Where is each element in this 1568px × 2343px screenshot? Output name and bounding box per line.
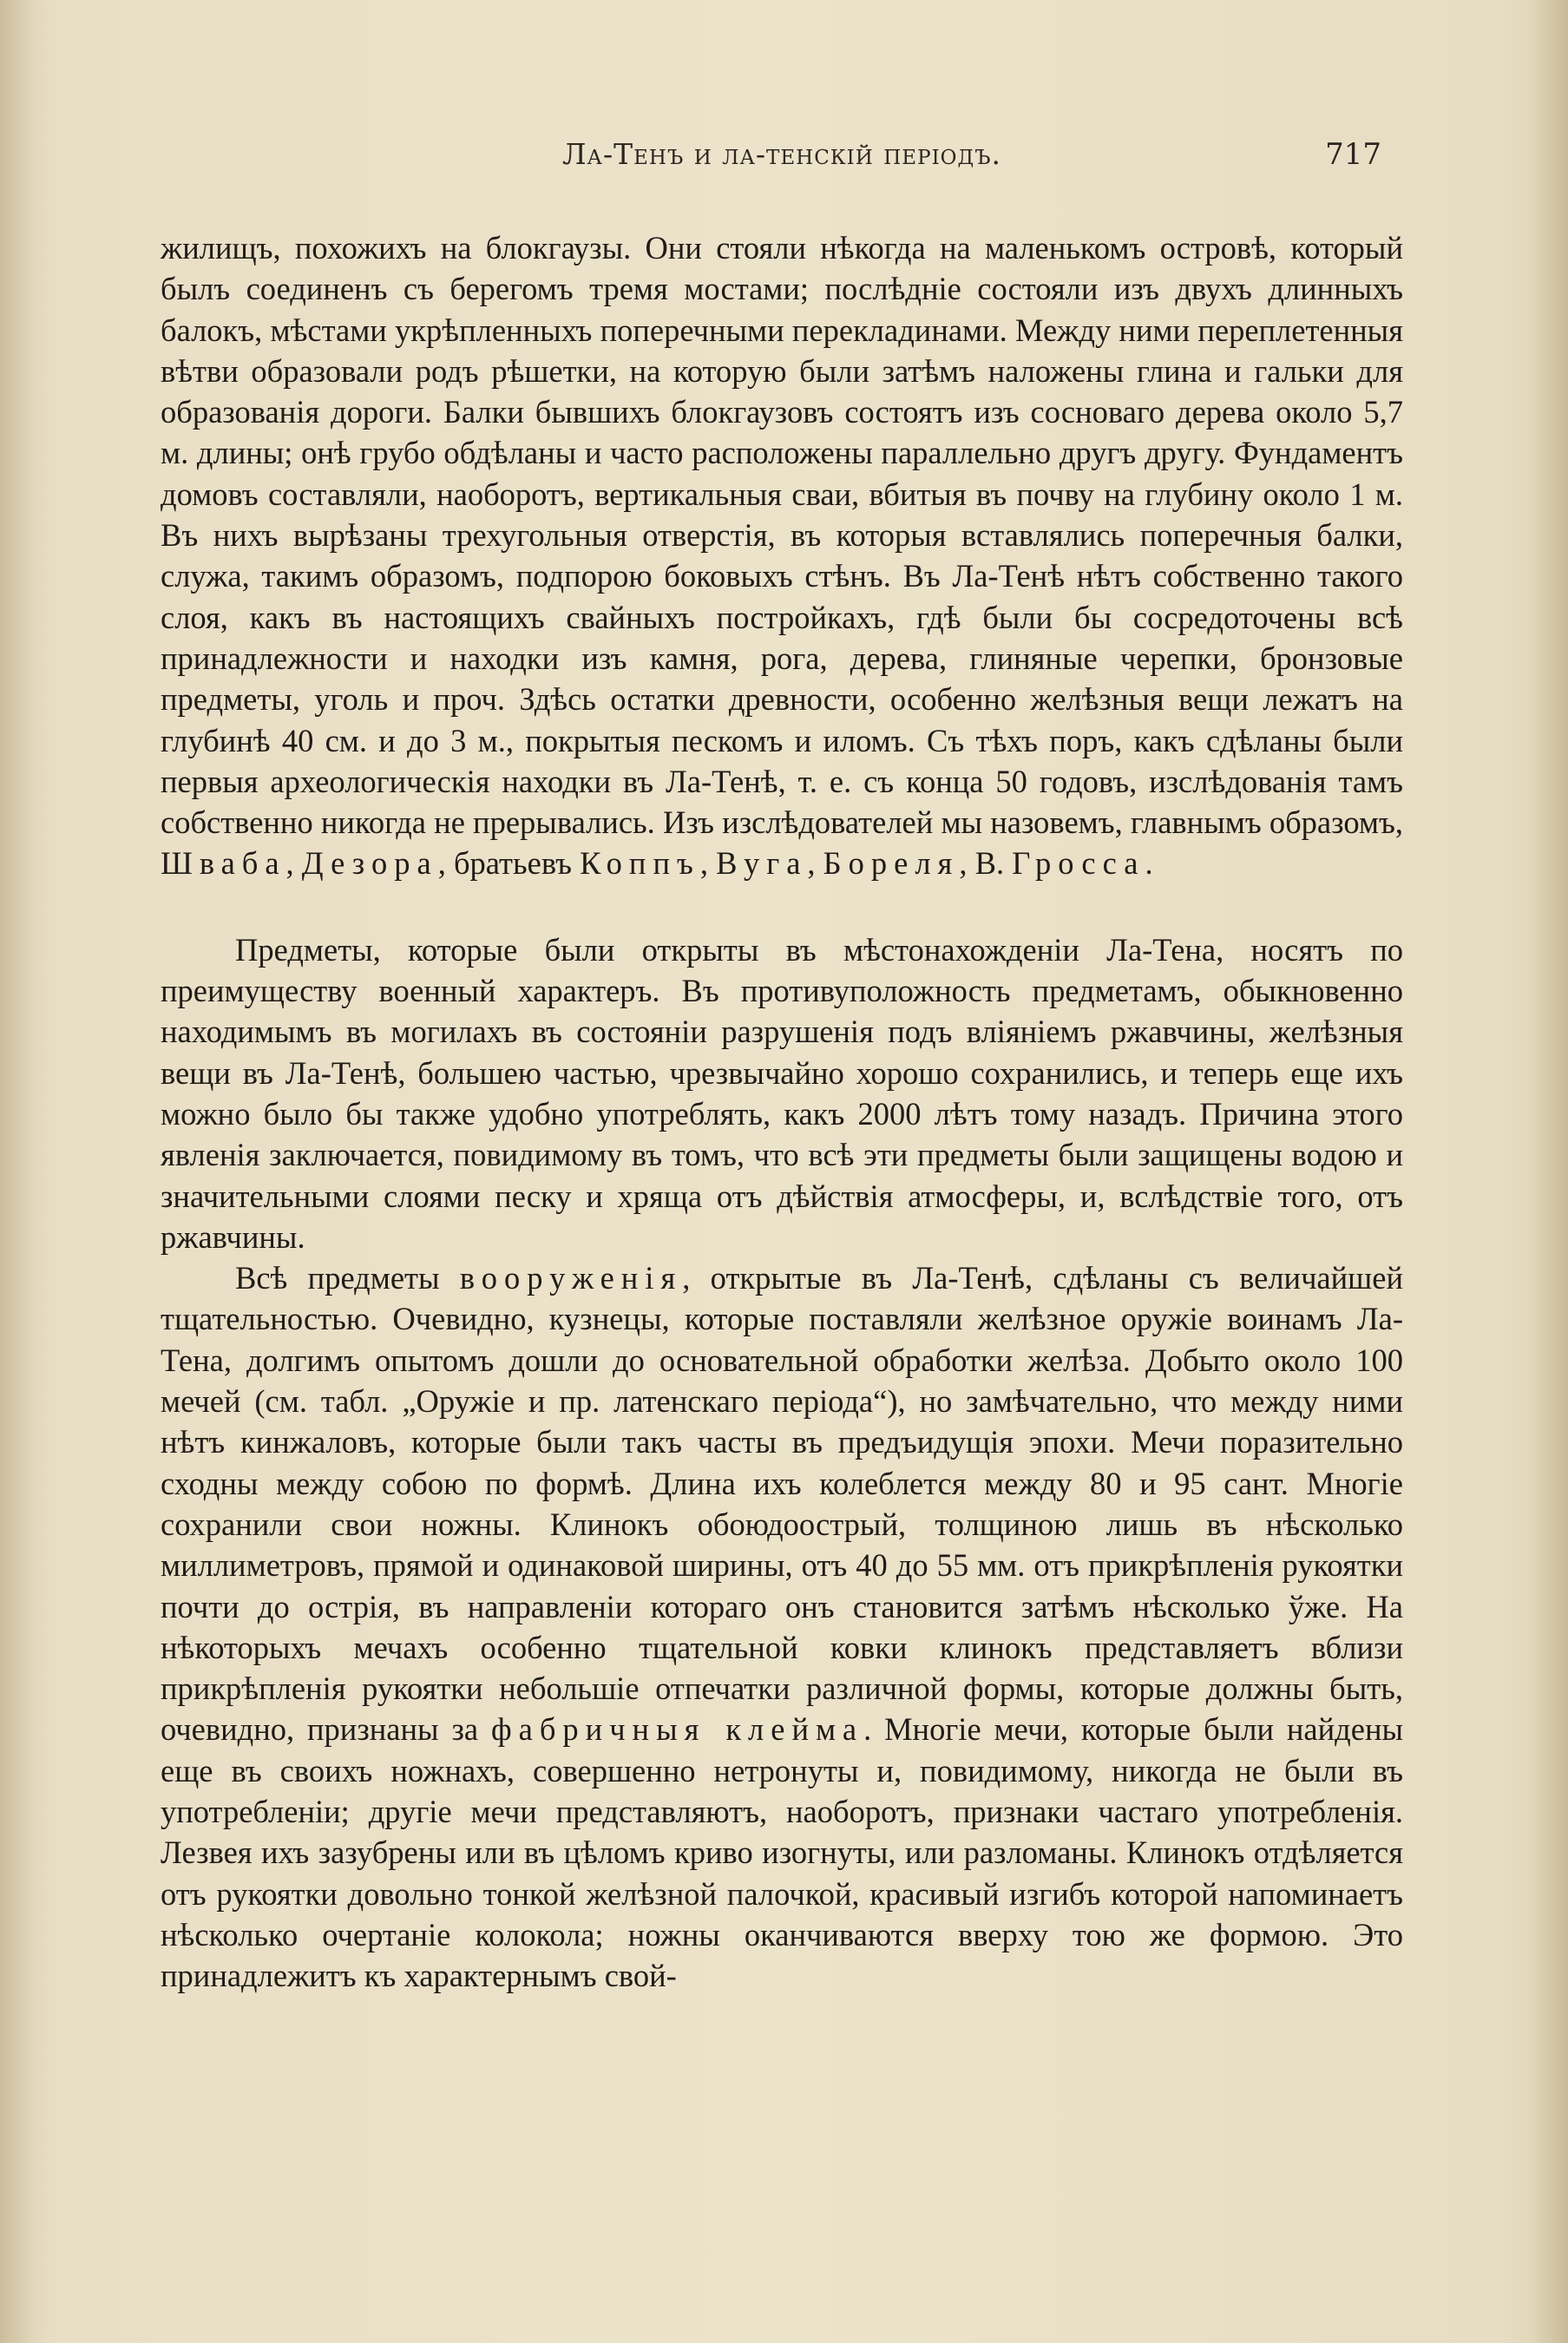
paragraph-text: , (699, 845, 717, 882)
paragraph-text: , (807, 845, 823, 882)
paragraph-gap (161, 884, 1403, 929)
paragraph-text: Предметы, которые были открыты въ мѣстонахожденіи Ла-Тена, носятъ по преимуществу военный характеръ. Въ противуположность предметамъ, обыкновенно находимымъ въ могилахъ въ состояніи разрушенія подъ вліяніемъ ржавчины, желѣзныя вещи въ Ла-Тенѣ, большею частью, чрезвычайно хорошо сохранились, и теперь еще ихъ можно было бы также удобно употреблять, какъ 2000 лѣтъ тому назадъ. Причина этого явленія заключается, повидимому въ томъ, что всѣ эти предметы были защищены водою и значительными слоями песку и хряща отъ дѣйствія атмосферы, и, вслѣдствіе того, отъ ржавчины. (161, 931, 1403, 1255)
running-header (161, 137, 1403, 180)
paragraph-text: . (1145, 845, 1153, 882)
spaced-emphasis-text: Шваба (161, 845, 286, 882)
text-body (161, 227, 1403, 1996)
paragraph-text: жилищъ, похожихъ на блокгаузы. Они стояли нѣкогда на маленькомъ островѣ, который былъ соединенъ съ берегомъ тремя мостами; послѣдніе состояли изъ двухъ длинныхъ балокъ, мѣстами укрѣпленныхъ поперечными перекладинами. Между ними переплетенныя вѣтви образовали родъ рѣшетки, на которую были затѣмъ наложены глина и гальки для образованія дороги. Балки бывшихъ блокгаузовъ состоятъ изъ сосноваго дерева около 5,7 м. длины; онѣ грубо обдѣланы и часто расположены параллельно другъ другу. Фундаментъ домовъ составляли, наоборотъ, вертикальныя сваи, вбитыя въ почву на глубину около 1 м. Въ нихъ вырѣзаны трехугольныя отверстія, въ которыя вставлялись поперечныя балки, служа, такимъ образомъ, подпорою боковыхъ стѣнъ. Въ Ла-Тенѣ нѣтъ собственно такого слоя, какъ въ настоящихъ свайныхъ постройкахъ, гдѣ были бы сосредоточены всѣ принадлежности и находки изъ камня, рога, дерева, глиняные черепки, бронзовые предметы, уголь и проч. Здѣсь остатки древности, особенно желѣзныя вещи лежатъ на глубинѣ 40 см. и до 3 м., покрытыя пескомъ и иломъ. Съ тѣхъ поръ, какъ сдѣланы были первыя археологическія находки въ Ла-Тенѣ, т. е. съ конца 50 годовъ, изслѣдованія тамъ собственно никогда не прерывались. Изъ изслѣдователей мы назовемъ, главнымъ образомъ, (161, 230, 1403, 841)
spaced-emphasis-text: Коппъ (580, 845, 700, 882)
page-edge-shadow-right (1533, 0, 1568, 2343)
paragraph-2 (161, 929, 1403, 1257)
paragraph-text: , открытые въ Ла-Тенѣ, сдѣланы съ величайшей тщательностью. Очевидно, кузнецы, которые поставляли желѣзное оружіе воинамъ Ла-Тена, долгимъ опытомъ дошли до основательной обработки желѣза. Добыто около 100 мечей (см. табл. „Оружіе и пр. латенскаго періода“), но замѣчательно, что между ними нѣтъ кинжаловъ, которые были такъ часты въ предъидущія эпохи. Мечи поразительно сходны между собою по формѣ. Длина ихъ колеблется между 80 и 95 сант. Многіе сохранили свои ножны. Клинокъ обоюдоострый, толщиною лишь въ нѣсколько миллиметровъ, прямой и одинаковой ширины, отъ 40 до 55 мм. отъ прикрѣпленія рукоятки почти до острія, въ направленіи котораго онъ становится затѣмъ нѣсколько ўже. На нѣкоторыхъ мечахъ особенно тщательной ковки клинокъ представляетъ вблизи прикрѣпленія рукоятки небольшіе отпечатки различной формы, которые должны быть, очевидно, признаны за (161, 1260, 1403, 1748)
spaced-emphasis-text: Бореля (823, 845, 960, 882)
page-number: 717 (1325, 137, 1381, 172)
page-edge-shadow-left (0, 0, 35, 2343)
spaced-emphasis-text: Гросса (1012, 845, 1145, 882)
paragraph-text: , В. (959, 845, 1013, 882)
paragraph-text: Всѣ предметы (235, 1260, 460, 1296)
spaced-emphasis-text: фабричныя клейма (491, 1711, 864, 1748)
paragraph-1 (161, 227, 1403, 884)
spaced-emphasis-text: вооруженія (459, 1260, 683, 1296)
spaced-emphasis-text: Вуга (716, 845, 808, 882)
paragraph-text: , (285, 845, 302, 882)
paragraph-text: . Многіе мечи, которые были найдены еще въ своихъ ножнахъ, совершенно нетронуты и, повидимому, никогда не были въ употребленіи; другіе мечи представляютъ, наоборотъ, признаки частаго употребленія. Лезвея ихъ зазубрены или въ цѣломъ криво изогнуты, или разломаны. Клинокъ отдѣляется отъ рукоятки довольно тонкой желѣзной палочкой, красивый изгибъ которой напоминаетъ нѣсколько очертаніе колокола; ножны оканчиваются вверху тою же формою. Это принадлежитъ къ характернымъ свой- (161, 1711, 1403, 1994)
paragraph-text: , братьевъ (437, 845, 581, 882)
running-title: Ла-Тенъ и ла-тенскій періодъ. (562, 137, 1001, 171)
spaced-emphasis-text: Дезора (301, 845, 438, 882)
paragraph-3 (161, 1257, 1403, 1996)
